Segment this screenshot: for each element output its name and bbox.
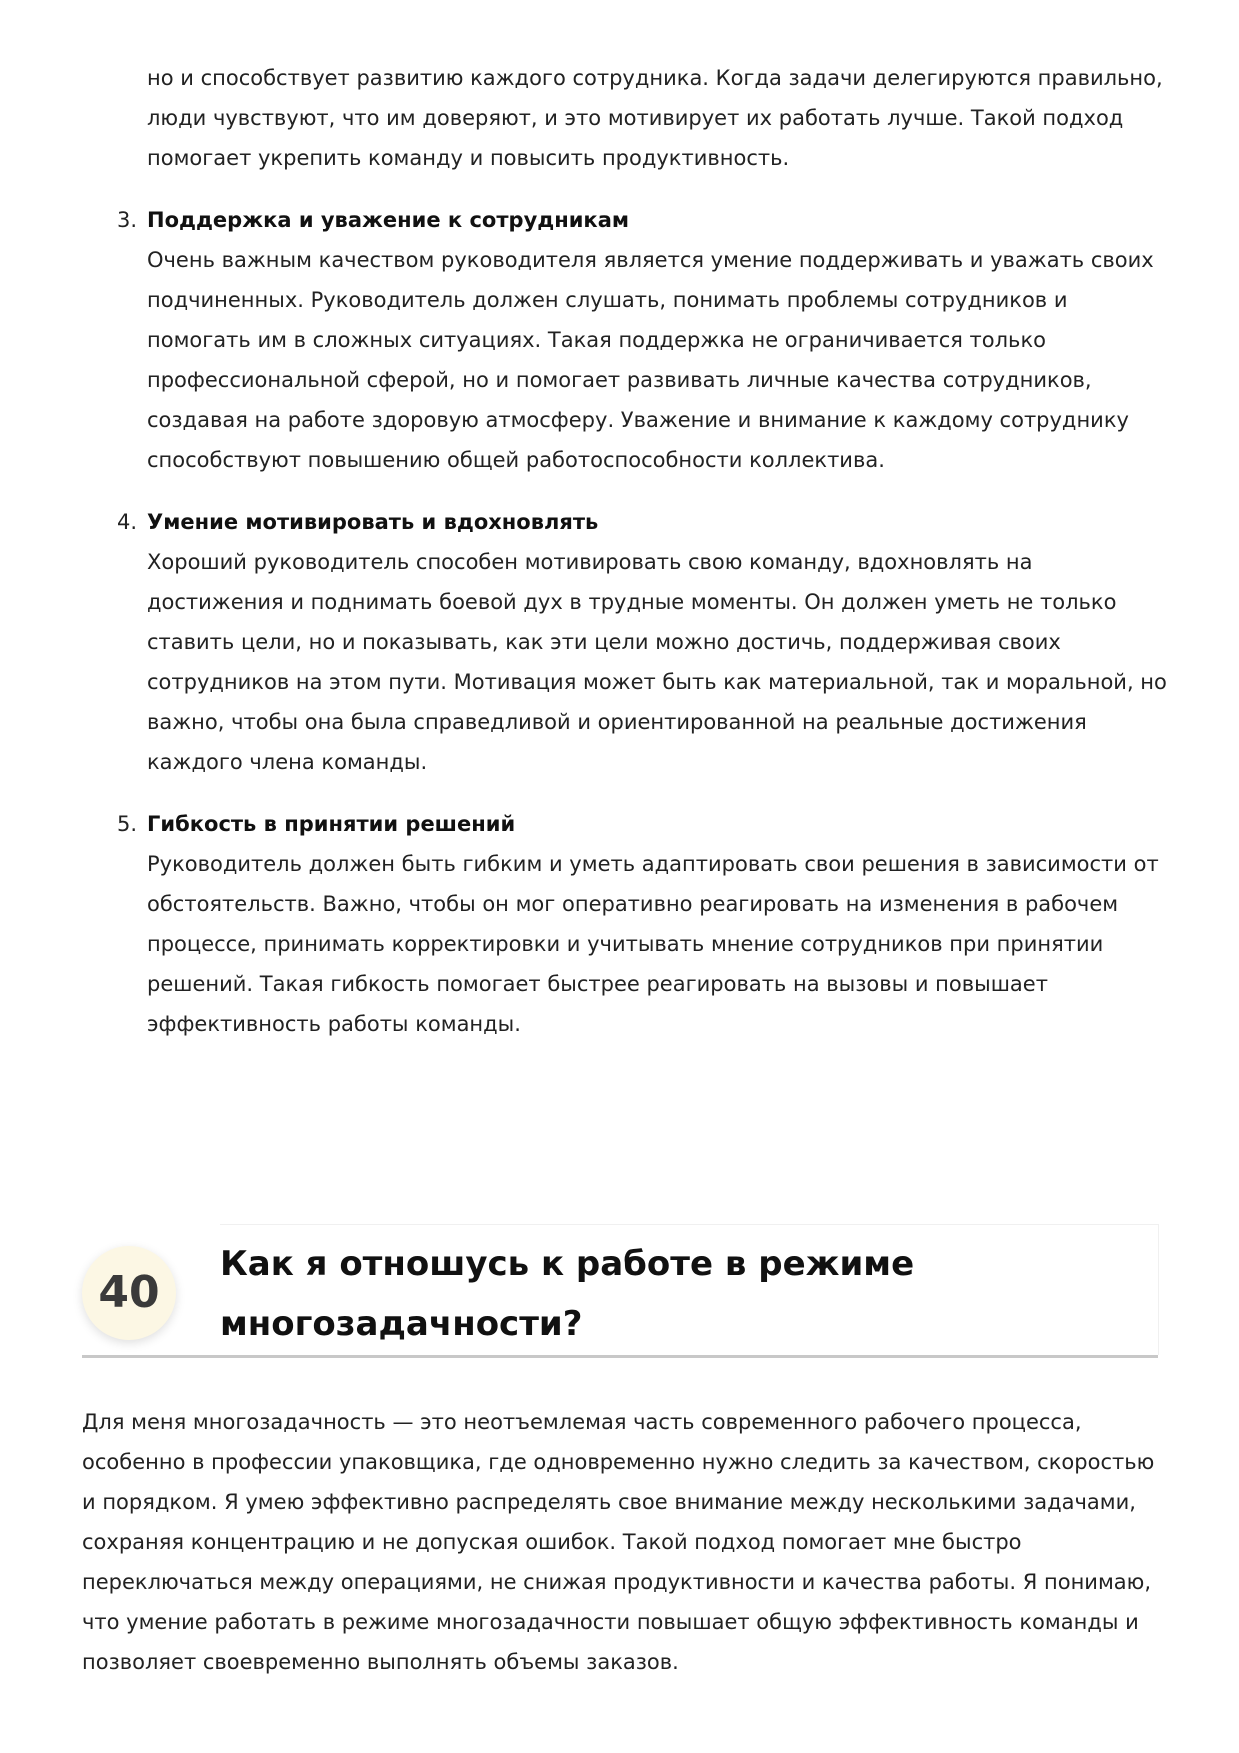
list-item-number: 4.: [117, 510, 138, 534]
qualities-list: [113, 58, 1173, 1066]
list-item-motivation: [113, 502, 1173, 782]
list-item-text: Хороший руководитель способен мотивировать свою команду, вдохновлять на достижения и поднимать боевой дух в трудные моменты. Он должен уметь не только ставить цели, но и показывать, как эти цели можно достичь, поддерживая своих сотрудников на этом пути. Мотивация может быть как материальной, так и моральной, но важно, чтобы она была справедливой и ориентированной на реальные достижения каждого члена команды.: [147, 550, 1167, 774]
list-item-title: Умение мотивировать и вдохновлять: [147, 510, 599, 534]
question-number-badge: 40: [82, 1246, 176, 1340]
answer-paragraph: Для меня многозадачность — это неотъемлемая часть современного рабочего процесса, особенно в профессии упаковщика, где одновременно нужно следить за качеством, скоростью и порядком. Я умею эффективно распределять свое внимание между несколькими задачами, сохраняя концентрацию и не допуская ошибок. Такой подход помогает мне быстро переключаться между операциями, не снижая продуктивности и качества работы. Я понимаю, что умение работать в режиме многозадачности повышает общую эффективность команды и позволяет своевременно выполнять объемы заказов.: [82, 1410, 1155, 1674]
list-item-support: [113, 200, 1173, 480]
header-divider: [82, 1355, 1158, 1358]
list-item-title: Поддержка и уважение к сотрудникам: [147, 208, 630, 232]
list-item-text: но и способствует развитию каждого сотрудника. Когда задачи делегируются правильно, люди чувствуют, что им доверяют, и это мотивирует их работать лучше. Такой подход помогает укрепить команду и повысить продуктивность.: [147, 66, 1163, 170]
list-item-text: Очень важным качеством руководителя является умение поддерживать и уважать своих подчиненных. Руководитель должен слушать, понимать проблемы сотрудников и помогать им в сложных ситуациях. Такая поддержка не ограничивается только профессиональной сферой, но и помогает развивать личные качества сотрудников, создавая на работе здоровую атмосферу. Уважение и внимание к каждому сотруднику способствуют повышению общей работоспособности коллектива.: [147, 248, 1154, 472]
list-item-number: 3.: [117, 208, 138, 232]
list-item-number: 5.: [117, 812, 138, 836]
question-header: [82, 1224, 1158, 1358]
list-item-continuation: [113, 58, 1173, 178]
list-item-text: Руководитель должен быть гибким и уметь адаптировать свои решения в зависимости от обстоятельств. Важно, чтобы он мог оперативно реагировать на изменения в рабочем процессе, принимать корректировки и учитывать мнение сотрудников при принятии решений. Такая гибкость помогает быстрее реагировать на вызовы и повышает эффективность работы команды.: [147, 852, 1159, 1036]
list-item-title: Гибкость в принятии решений: [147, 812, 516, 836]
question-title: Как я отношусь к работе в режиме многозадачности?: [220, 1244, 915, 1344]
list-item-flexibility: [113, 804, 1173, 1044]
